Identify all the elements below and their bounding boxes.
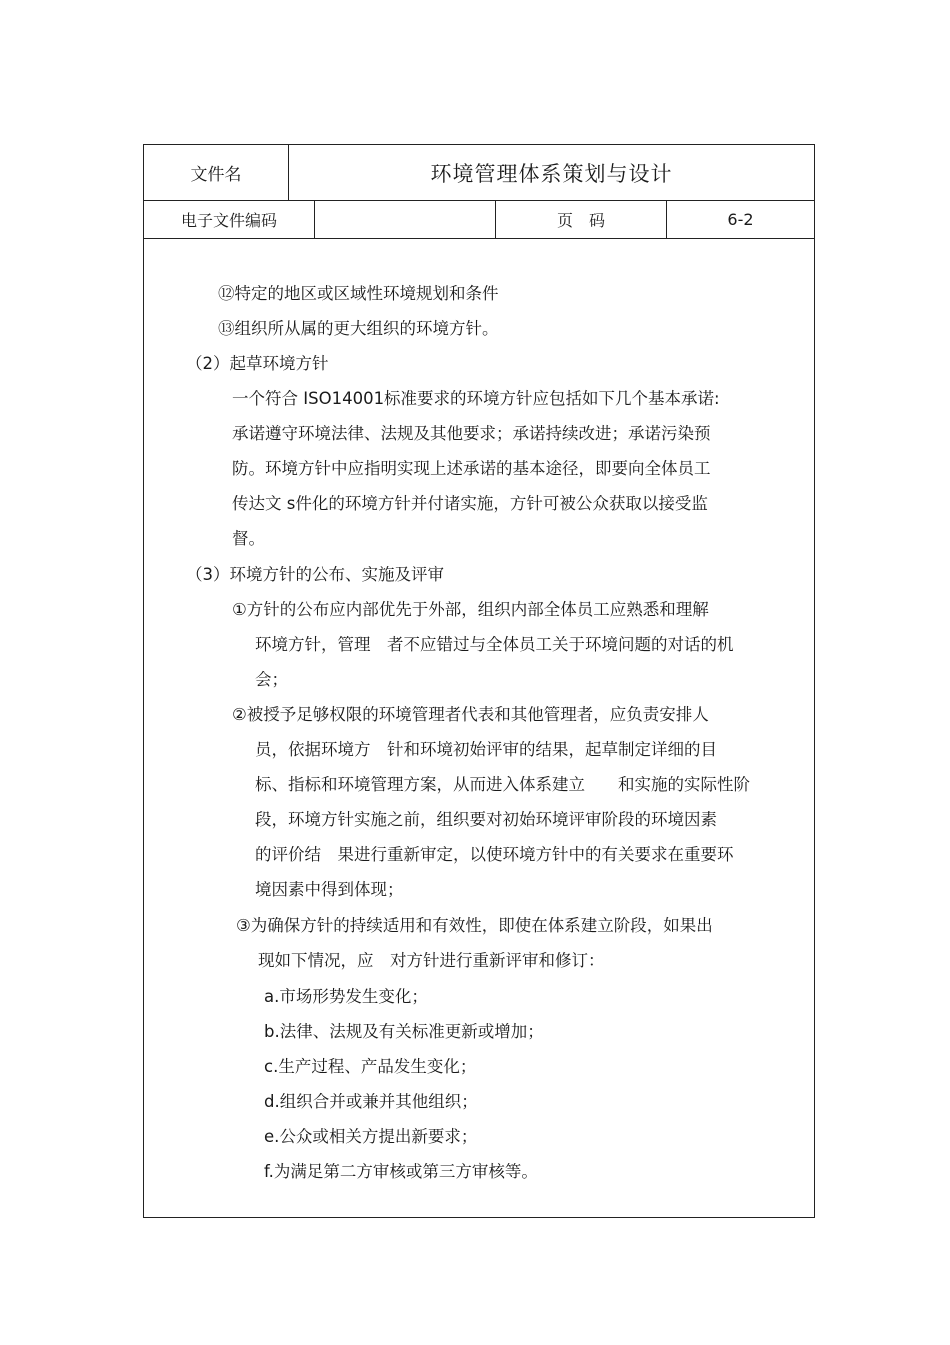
body-line: ③为确保方针的持续适用和有效性，即使在体系建立阶段，如果出 [236, 916, 713, 935]
body-line: 传达文 s件化的环境方针并付诸实施，方针可被公众获取以接受监 [232, 494, 708, 513]
body-line: 段，环境方针实施之前，组织要对初始环境评审阶段的环境因素 [255, 810, 717, 829]
list-item: c.生产过程、产品发生变化； [264, 1057, 477, 1076]
body-line: 现如下情况，应 对方针进行重新评审和修订： [258, 951, 605, 970]
header-row-title [144, 145, 814, 201]
section-heading: （2）起草环境方针 [186, 354, 329, 373]
electronic-code-value [315, 201, 496, 238]
list-item: a.市场形势发生变化； [264, 987, 428, 1006]
section-heading: （3）环境方针的公布、实施及评审 [186, 565, 444, 584]
body-line: 一个符合 ISO14001标准要求的环境方针应包括如下几个基本承诺: [232, 389, 720, 408]
list-item: f.为满足第二方审核或第三方审核等。 [264, 1162, 538, 1181]
body-line: 标、指标和环境管理方案，从而进入体系建立 和实施的实际性阶 [255, 775, 750, 794]
page-label: 页 码 [496, 201, 667, 238]
list-item: e.公众或相关方提出新要求； [264, 1127, 478, 1146]
body-line: ①方针的公布应内部优先于外部，组织内部全体员工应熟悉和理解 [232, 600, 709, 619]
header-row-meta [144, 201, 814, 239]
page-number: 6-2 [727, 210, 754, 229]
body-line: 的评价结 果进行重新审定，以使环境方针中的有关要求在重要环 [255, 845, 734, 864]
body-line: ⑬组织所从属的更大组织的环境方针。 [218, 319, 499, 338]
body-line: 防。环境方针中应指明实现上述承诺的基本途径，即要向全体员工 [232, 459, 711, 478]
document-title: 环境管理体系策划与设计 [430, 161, 673, 186]
document-form-frame [143, 144, 815, 1218]
body-line: 境因素中得到体现； [255, 880, 404, 899]
list-item: d.组织合并或兼并其他组织； [264, 1092, 478, 1111]
body-line: ②被授予足够权限的环境管理者代表和其他管理者，应负责安排人 [232, 705, 709, 724]
body-line: 会； [255, 670, 288, 689]
body-line: 督。 [232, 529, 265, 548]
filename-label: 文件名 [144, 145, 289, 200]
body-line: 员，依据环境方 针和环境初始评审的结果，起草制定详细的目 [255, 740, 717, 759]
electronic-code-label: 电子文件编码 [144, 201, 315, 238]
body-line: 承诺遵守环境法律、法规及其他要求；承诺持续改进；承诺污染预 [232, 424, 711, 443]
body-line: 环境方针，管理 者不应错过与全体员工关于环境问题的对话的机 [255, 635, 734, 654]
list-item: b.法律、法规及有关标准更新或增加； [264, 1022, 544, 1041]
body-line: ⑫特定的地区或区域性环境规划和条件 [218, 284, 499, 303]
